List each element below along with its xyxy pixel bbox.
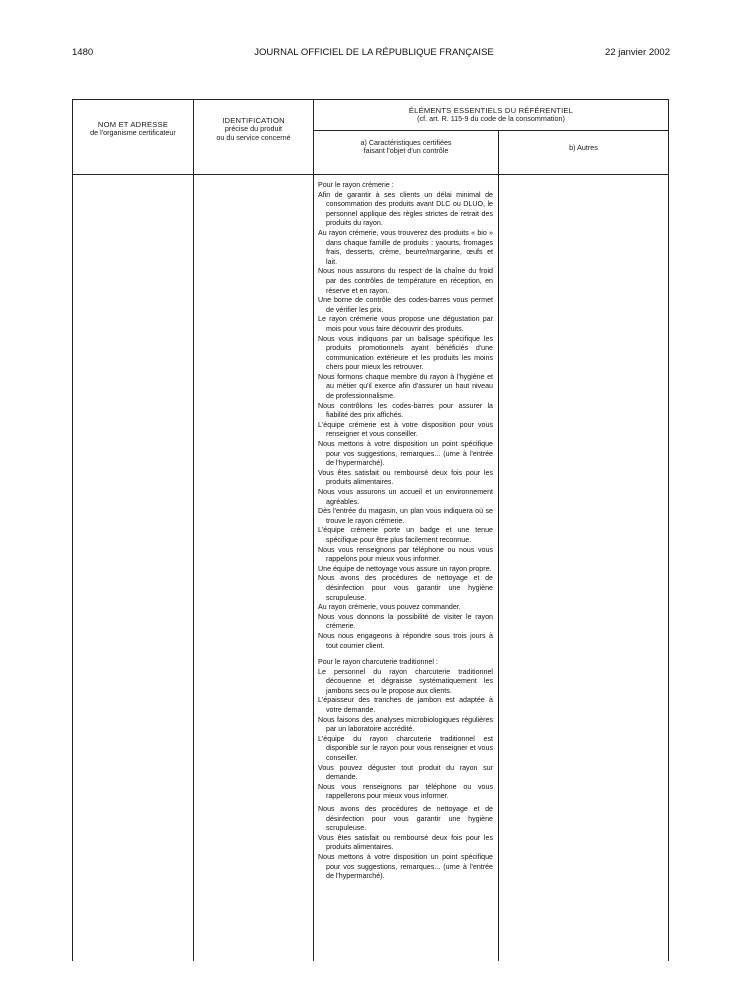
cremerie-item: Nous formons chaque membre du rayon à l'hygiène et au métier qu'il exerce afin d'assurer un haut niveau de professionnalisme. bbox=[318, 372, 493, 401]
header-col-organisme bbox=[73, 121, 193, 138]
charcuterie-item: Nous mettons à votre disposition un point spécifique pour vos suggestions, remarques... (urne à l'entrée de l'hypermarché). bbox=[318, 852, 493, 881]
cremerie-item: Nous vous indiquons par un balisage spécifique les produits promotionnels ayant bénéficiés d'une communication extérieure et les produits les moins chers pour mieux les retrouver. bbox=[318, 334, 493, 372]
journal-title: JOURNAL OFFICIEL DE LA RÉPUBLIQUE FRANÇAISE bbox=[254, 47, 494, 58]
header-group-ref: (cf. art. R. 115-9 du code de la consommation) bbox=[417, 114, 565, 124]
section-charcuterie-list bbox=[318, 668, 493, 882]
charcuterie-item: Le personnel du rayon charcuterie traditionnel découenne et dégraisse systématiquement les jambons secs ou le propose aux clients. bbox=[318, 667, 493, 695]
header-group-title: ÉLÉMENTS ESSENTIELS DU RÉFÉRENTIEL bbox=[408, 106, 574, 115]
cremerie-item: Dès l'entrée du magasin, un plan vous indiquera où se trouve le rayon crémerie. bbox=[318, 507, 493, 525]
section-cremerie-list bbox=[318, 191, 493, 652]
cremerie-item: Nous vous renseignons par téléphone ou nous vous rappelons pour mieux vous informer. bbox=[318, 545, 493, 564]
cremerie-item: L'équipe crémerie est à votre disposition pour vous renseigner et vous conseiller. bbox=[318, 420, 493, 439]
charcuterie-item: Nous faisons des analyses microbiologiques régulières par un laboratoire accrédité. bbox=[318, 715, 493, 734]
charcuterie-item: Nous avons des procédures de nettoyage et de désinfection pour vous garantir une hygiène scrupuleuse. bbox=[318, 805, 493, 833]
cremerie-item: Nous mettons à votre disposition un point spécifique pour vos suggestions, remarques... (urne à l'entrée de l'hypermarché). bbox=[318, 440, 493, 468]
charcuterie-item: L'épaisseur des tranches de jambon est adaptée à votre demande. bbox=[318, 696, 493, 715]
header-col-identification-sub2: ou du service concerné bbox=[216, 132, 291, 142]
cremerie-item: Le rayon crémerie vous propose une dégustation par mois pour vous faire découvrir des produits. bbox=[318, 315, 493, 333]
header-col-identification-title: IDENTIFICATION bbox=[222, 116, 285, 125]
header-col-autres-title: b) Autres bbox=[569, 143, 598, 152]
header-col-identification-sub1: précise du produit bbox=[224, 124, 283, 134]
page-number: 1480 bbox=[72, 47, 94, 58]
group-header-divider bbox=[313, 130, 669, 131]
header-col-autres bbox=[499, 144, 668, 152]
cremerie-item: Afin de garantir à ses clients un délai minimal de consommation des produits avant DLC ou DLUO, le personnel applique des règles strictes de retrait des produits du rayon. bbox=[318, 190, 493, 228]
charcuterie-item: L'équipe du rayon charcuterie traditionnel est disponible sur le rayon pour vous renseigner et vous conseiller. bbox=[318, 734, 493, 763]
header-col-caracteristiques bbox=[314, 139, 498, 156]
characteristics-column bbox=[318, 181, 493, 882]
section-cremerie-intro: Pour le rayon crémerie : bbox=[318, 181, 394, 189]
col-divider-2 bbox=[313, 99, 314, 961]
header-col-organisme-subtitle: de l'organisme certificateur bbox=[90, 128, 176, 138]
cremerie-item: Une équipe de nettoyage vous assure un rayon propre. bbox=[318, 564, 492, 573]
cremerie-item: Nous nous assurons du respect de la chaîne du froid par des contrôles de température en réception, en réserve et en rayon. bbox=[318, 267, 493, 295]
cremerie-item: Au rayon crémerie, vous trouverez des produits « bio » dans chaque famille de produits : yaourts, fromages frais, desserts, crème, beurre/margarine, œufs et lait. bbox=[318, 228, 493, 266]
publication-date: 22 janvier 2002 bbox=[605, 47, 670, 58]
charcuterie-item: Vous pouvez déguster tout produit du rayon sur demande. bbox=[318, 763, 493, 782]
header-group-elements bbox=[314, 107, 668, 124]
table-top-border bbox=[72, 99, 669, 100]
section-charcuterie-intro: Pour le rayon charcuterie traditionnel : bbox=[318, 658, 438, 667]
cremerie-item: Nous vous assurons un accueil et un environnement agréables. bbox=[318, 488, 493, 506]
col-divider-1 bbox=[193, 99, 194, 961]
cremerie-item: Vous êtes satisfait ou remboursé deux fois pour les produits alimentaires. bbox=[318, 468, 493, 487]
cremerie-item: Au rayon crémerie, vous pouvez commander. bbox=[318, 603, 461, 612]
cremerie-item: Nous vous donnons la possibilité de visiter le rayon crémerie. bbox=[318, 612, 493, 631]
charcuterie-item: Nous vous renseignons par téléphone ou vous rappellerons pour mieux vous informer. bbox=[318, 782, 493, 801]
header-col-caracteristiques-b: faisant l'objet d'un contrôle bbox=[363, 146, 449, 156]
cremerie-item: Nous contrôlons les codes-barres pour assurer la fiabilité des prix affichés. bbox=[318, 401, 493, 420]
cremerie-item: L'équipe crémerie porte un badge et une tenue spécifique pour être plus facilement reconnue. bbox=[318, 526, 493, 544]
header-col-caracteristiques-a: a) Caractéristiques certifiées bbox=[360, 138, 452, 147]
cremerie-item: Nous nous engageons à répondre sous trois jours à tout courrier client. bbox=[318, 631, 493, 650]
header-col-organisme-title: NOM ET ADRESSE bbox=[97, 120, 169, 129]
table-left-border bbox=[72, 99, 73, 961]
charcuterie-item: Vous êtes satisfait ou remboursé deux fois pour les produits alimentaires. bbox=[318, 833, 493, 852]
header-col-identification bbox=[194, 117, 313, 142]
col-divider-3 bbox=[498, 130, 499, 961]
cremerie-item: Une borne de contrôle des codes-barres vous permet de vérifier les prix. bbox=[318, 296, 493, 314]
table-header-border bbox=[72, 174, 669, 175]
cremerie-item: Nous avons des procédures de nettoyage et de désinfection pour vous garantir une hygiène scrupuleuse. bbox=[318, 574, 493, 602]
table-right-border bbox=[668, 99, 669, 961]
